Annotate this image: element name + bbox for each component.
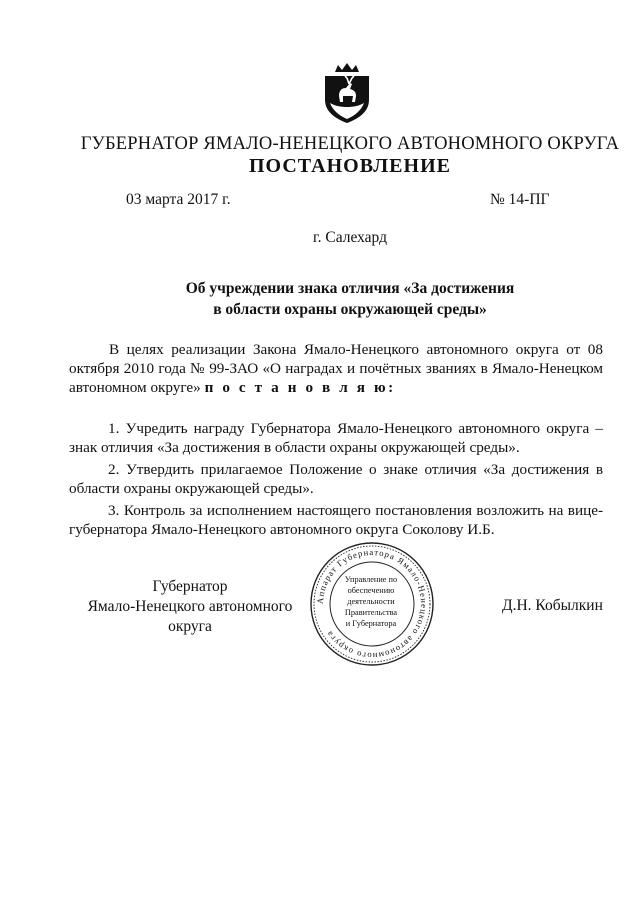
issuing-authority: ГУБЕРНАТОР ЯМАЛО-НЕНЕЦКОГО АВТОНОМНОГО ОКРУГА: [80, 134, 620, 154]
seal-line: и Губернатора: [345, 619, 397, 628]
preamble-paragraph: [69, 340, 603, 397]
decree-item: 3. Контроль за исполнением настоящего постановления возложить на вице-губернатора Ямало-Ненецкого автономного округа Соколову И.Б.: [69, 502, 603, 538]
decree-item: 1. Учредить награду Губернатора Ямало-Ненецкого автономного округа – знак отличия «За достижения в области охраны окружающей среды».: [69, 420, 603, 456]
subject-line: Об учреждении знака отличия «За достижения: [185, 280, 515, 297]
document-city: г. Салехард: [313, 229, 387, 246]
seal-ring-text: Аппарат Губернатора Ямало-Ненецкого автономного округа: [314, 546, 430, 662]
document-type: ПОСТАНОВЛЕНИЕ: [249, 155, 451, 177]
signatory-title-line: Губернатор: [152, 578, 228, 595]
decree-item: 2. Утвердить прилагаемое Положение о знаке отличия «За достижения в области охраны окружающей среды».: [69, 461, 603, 497]
document-date: 03 марта 2017 г.: [126, 191, 231, 208]
seal-line: обеспечению: [347, 586, 395, 595]
seal-center-text: [327, 574, 415, 629]
coat-of-arms-icon: [321, 62, 373, 124]
decree-items: [69, 419, 603, 542]
seal-line: Управление по: [344, 575, 398, 584]
signatory-title-line: Ямало-Ненецкого автономного округа: [87, 598, 293, 635]
preamble-text: В целях реализации Закона Ямало-Ненецкого автономного округа от 08 октября 2010 года № 99-ЗАО «О наградах и почётных званиях в Ямало-Ненецком автономном округе»: [69, 341, 603, 396]
signer-name: Д.Н. Кобылкин: [502, 597, 603, 614]
document-subject: [60, 278, 640, 320]
subject-line: в области охраны окружающей среды»: [213, 301, 487, 318]
decree-word: п о с т а н о в л я ю:: [204, 379, 396, 396]
seal-line: деятельности: [347, 597, 395, 606]
signatory-title: [70, 577, 310, 637]
seal-line: Правительства: [344, 608, 398, 617]
document-number: № 14-ПГ: [490, 191, 550, 208]
